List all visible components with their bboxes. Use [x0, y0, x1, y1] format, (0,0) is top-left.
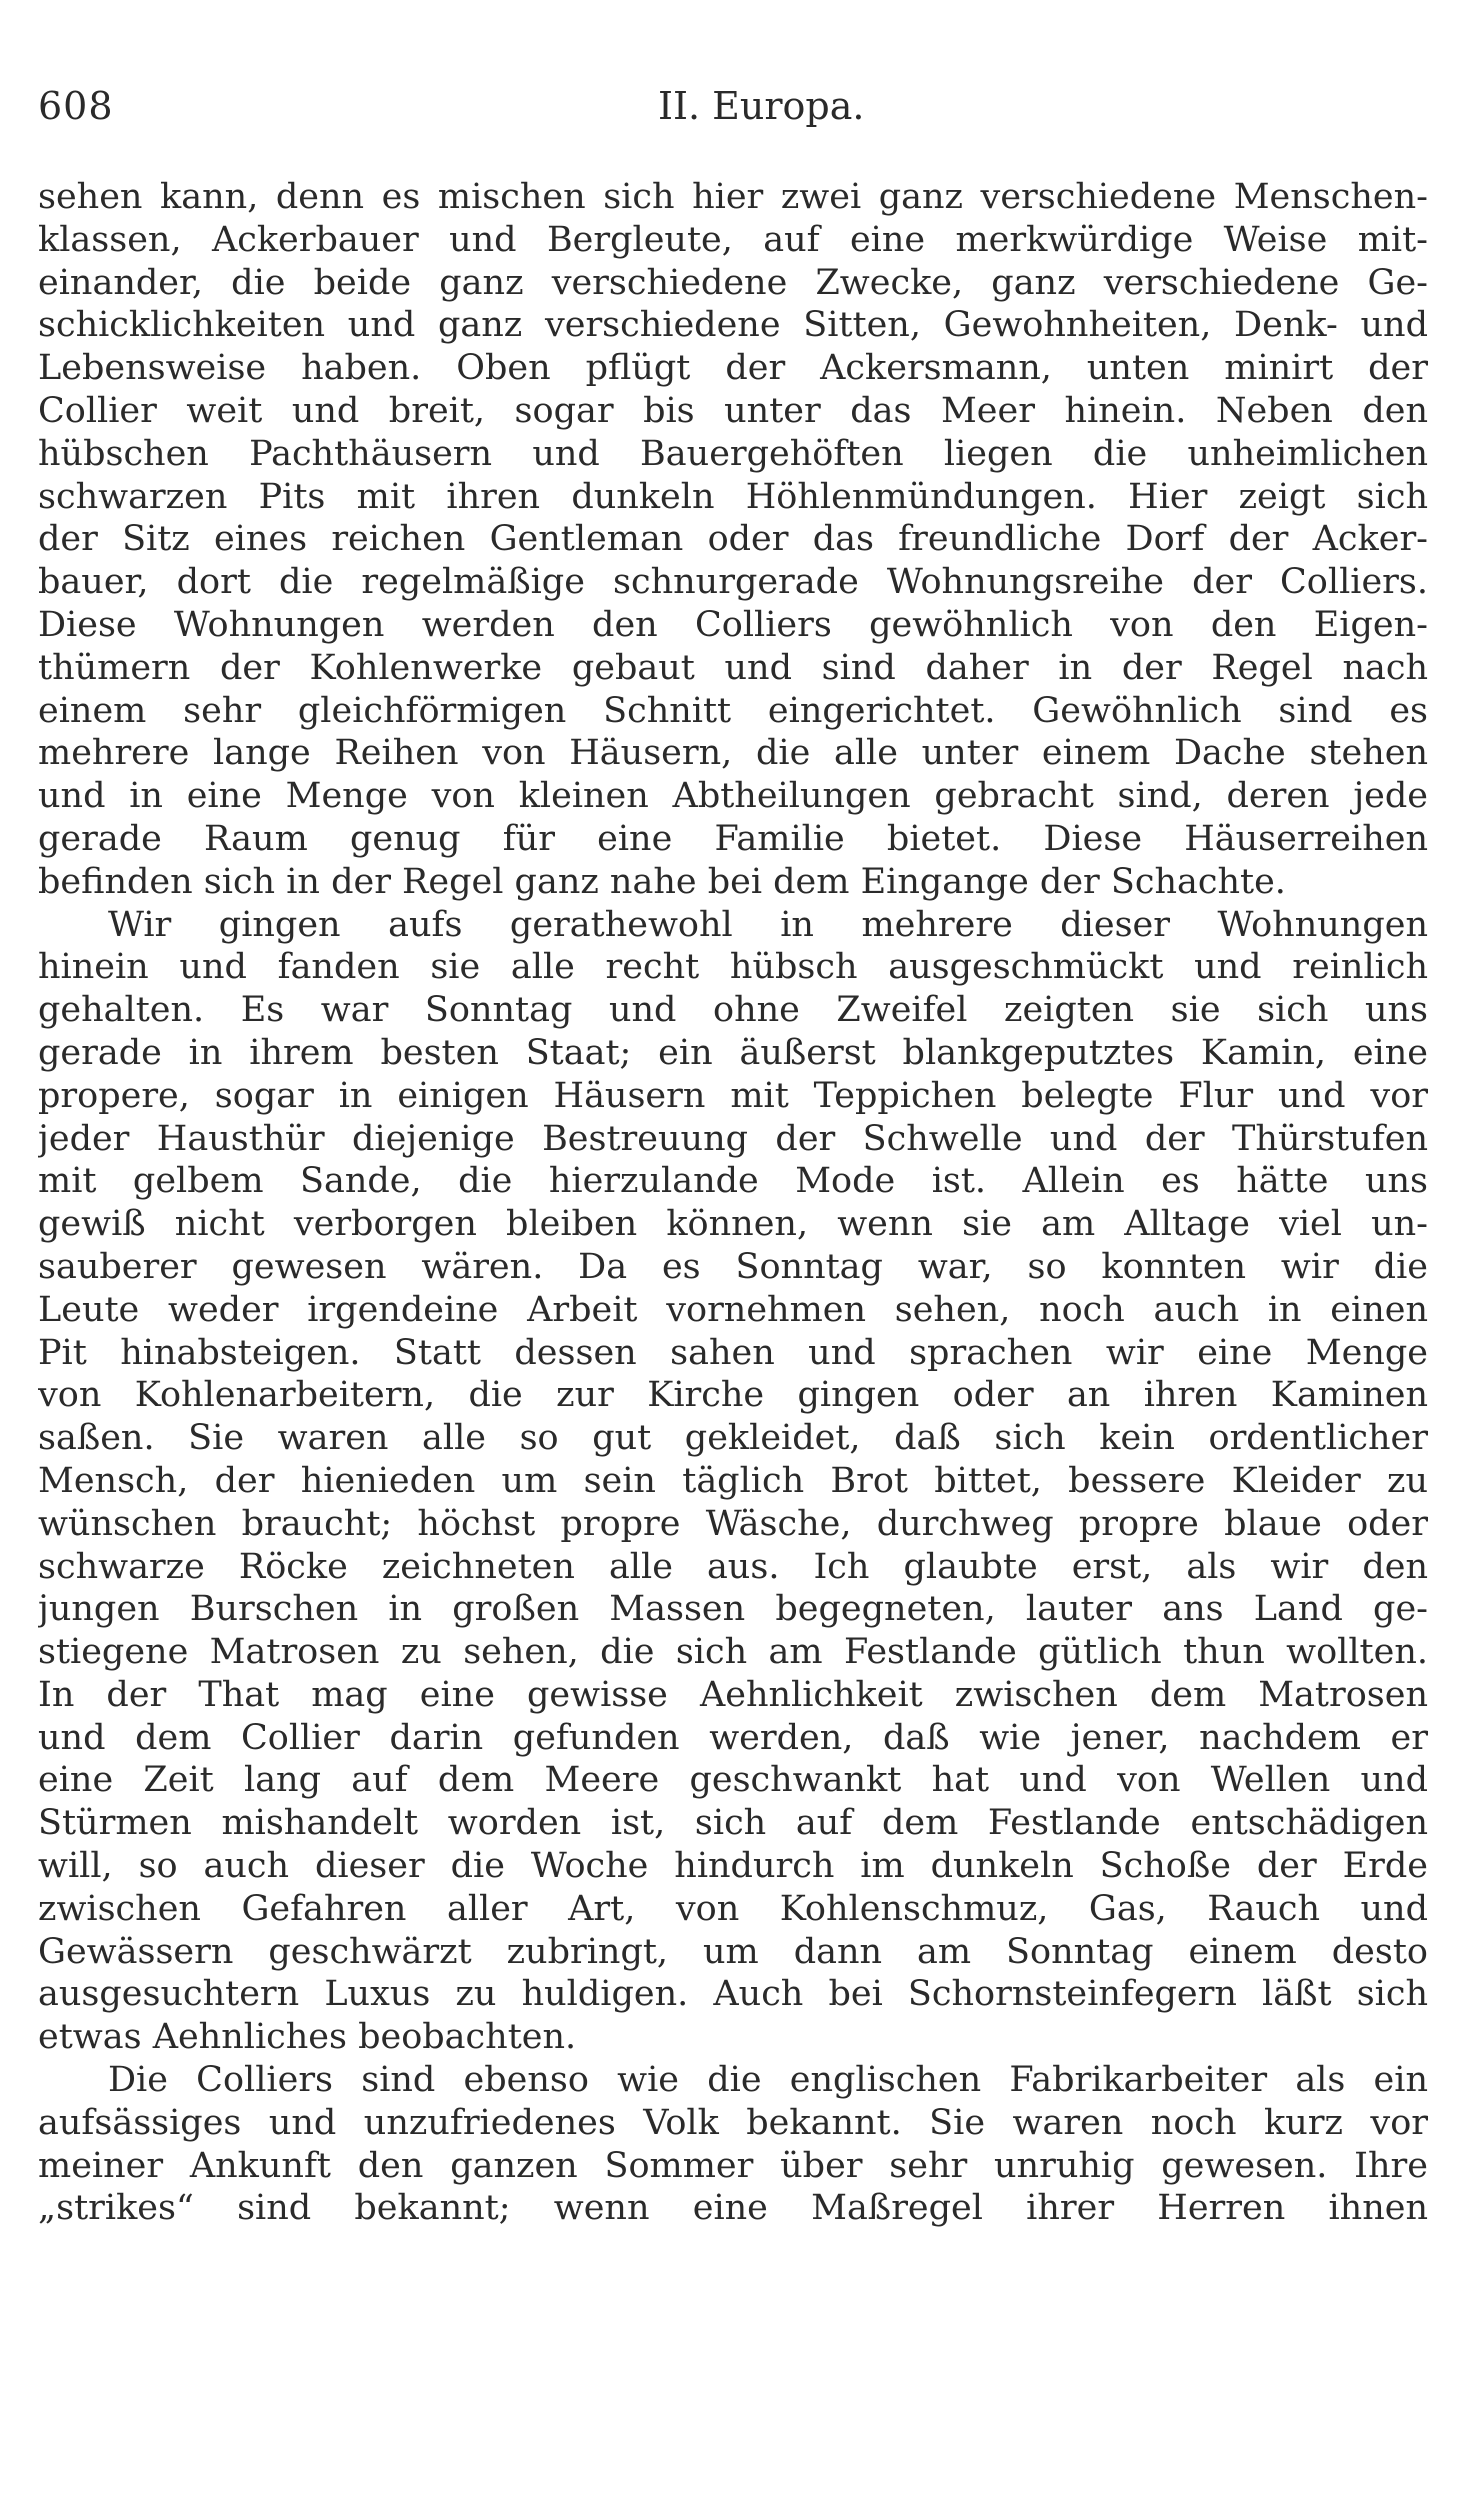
text-line: und dem Collier darin gefunden werden, daß wie jener, nachdem er — [38, 1717, 1428, 1758]
text-line: hinein und fanden sie alle recht hübsch ausgeschmückt und reinlich — [38, 947, 1428, 988]
text-line: einander, die beide ganz verschiedene Zwecke, ganz verschiedene Ge- — [38, 262, 1428, 303]
text-line: befinden sich in der Regel ganz nahe bei dem Eingange der Schachte. — [38, 861, 1286, 902]
text-line: einem sehr gleichförmigen Schnitt eingerichtet. Gewöhnlich sind es — [38, 690, 1428, 731]
text-line: gerade in ihrem besten Staat; ein äußerst blankgeputztes Kamin, eine — [38, 1032, 1428, 1073]
text-line: Mensch, der hienieden um sein täglich Brot bittet, bessere Kleider zu — [38, 1460, 1428, 1501]
text-line: schwarze Röcke zeichneten alle aus. Ich glaubte erst, als wir den — [38, 1546, 1428, 1587]
text-line: bauer, dort die regelmäßige schnurgerade Wohnungsreihe der Colliers. — [38, 562, 1428, 603]
text-line: aufsässiges und unzufriedenes Volk bekannt. Sie waren noch kurz vor — [38, 2102, 1428, 2143]
text-line: jeder Hausthür diejenige Bestreuung der Schwelle und der Thürstufen — [38, 1118, 1428, 1159]
text-line: klassen, Ackerbauer und Bergleute, auf eine merkwürdige Weise mit- — [38, 219, 1428, 260]
text-line: saßen. Sie waren alle so gut gekleidet, daß sich kein ordentlicher — [38, 1418, 1428, 1459]
text-line: Stürmen mishandelt worden ist, sich auf dem Festlande entschädigen — [38, 1803, 1428, 1844]
text-line: Pit hinabsteigen. Statt dessen sahen und sprachen wir eine Menge — [38, 1332, 1428, 1373]
text-line: ausgesuchtern Luxus zu huldigen. Auch bei Schornsteinfegern läßt sich — [38, 1974, 1428, 2015]
text-line: hübschen Pachthäusern und Bauergehöften liegen die unheimlichen — [38, 433, 1428, 474]
text-line: propere, sogar in einigen Häusern mit Teppichen belegte Flur und vor — [38, 1075, 1428, 1116]
text-line: und in eine Menge von kleinen Abtheilungen gebracht sind, deren jede — [38, 776, 1428, 817]
text-line: sehen kann, denn es mischen sich hier zwei ganz verschiedene Menschen- — [38, 177, 1428, 217]
text-line: etwas Aehnliches beobachten. — [38, 2017, 577, 2058]
text-line: gewiß nicht verborgen bleiben können, wenn sie am Alltage viel un- — [38, 1204, 1428, 1245]
text-line: Gewässern geschwärzt zubringt, um dann am Sonntag einem desto — [38, 1931, 1428, 1972]
text-line: jungen Burschen in großen Massen begegneten, lauter ans Land ge- — [38, 1589, 1428, 1630]
text-line: mehrere lange Reihen von Häusern, die alle unter einem Dache stehen — [38, 733, 1428, 774]
text-line: mit gelbem Sande, die hierzulande Mode ist. Allein es hätte uns — [38, 1161, 1428, 1202]
text-line: gerade Raum genug für eine Familie bietet. Diese Häuserreihen — [38, 818, 1428, 859]
text-line: In der That mag eine gewisse Aehnlichkeit zwischen dem Matrosen — [38, 1674, 1428, 1715]
text-line: will, so auch dieser die Woche hindurch im dunkeln Schoße der Erde — [38, 1846, 1428, 1887]
text-line: schwarzen Pits mit ihren dunkeln Höhlenmündungen. Hier zeigt sich — [38, 476, 1428, 517]
text-line: von Kohlenarbeitern, die zur Kirche gingen oder an ihren Kaminen — [38, 1375, 1428, 1416]
text-line: thümern der Kohlenwerke gebaut und sind daher in der Regel nach — [38, 647, 1428, 688]
text-line: eine Zeit lang auf dem Meere geschwankt hat und von Wellen und — [38, 1760, 1428, 1801]
text-line: „strikes“ sind bekannt; wenn eine Maßregel ihrer Herren ihnen — [38, 2188, 1428, 2229]
text-line: der Sitz eines reichen Gentleman oder das freundliche Dorf der Acker- — [38, 519, 1428, 560]
page-number: 608 — [38, 84, 114, 128]
text-line: gehalten. Es war Sonntag und ohne Zweifel zeigten sie sich uns — [38, 990, 1428, 1031]
page-header — [38, 84, 1418, 144]
text-line: sauberer gewesen wären. Da es Sonntag war, so konnten wir die — [38, 1246, 1428, 1287]
text-line: Leute weder irgendeine Arbeit vornehmen sehen, noch auch in einen — [38, 1289, 1428, 1330]
text-line: Die Colliers sind ebenso wie die englischen Fabrikarbeiter als ein — [108, 2060, 1428, 2101]
text-line: Lebensweise haben. Oben pflügt der Ackersmann, unten minirt der — [38, 348, 1428, 389]
text-line: Diese Wohnungen werden den Colliers gewöhnlich von den Eigen- — [38, 604, 1428, 645]
text-line: Wir gingen aufs gerathewohl in mehrere dieser Wohnungen — [108, 904, 1428, 945]
text-line: schicklichkeiten und ganz verschiedene Sitten, Gewohnheiten, Denk- und — [38, 305, 1428, 346]
text-line: wünschen braucht; höchst propre Wäsche, durchweg propre blaue oder — [38, 1503, 1428, 1544]
text-line: zwischen Gefahren aller Art, von Kohlenschmuz, Gas, Rauch und — [38, 1888, 1428, 1929]
text-line: stiegene Matrosen zu sehen, die sich am Festlande gütlich thun wollten. — [38, 1632, 1428, 1673]
text-line: meiner Ankunft den ganzen Sommer über sehr unruhig gewesen. Ihre — [38, 2145, 1428, 2186]
running-title: II. Europa. — [658, 84, 865, 128]
text-line: Collier weit und breit, sogar bis unter das Meer hinein. Neben den — [38, 390, 1428, 431]
body-text — [38, 176, 1428, 2230]
